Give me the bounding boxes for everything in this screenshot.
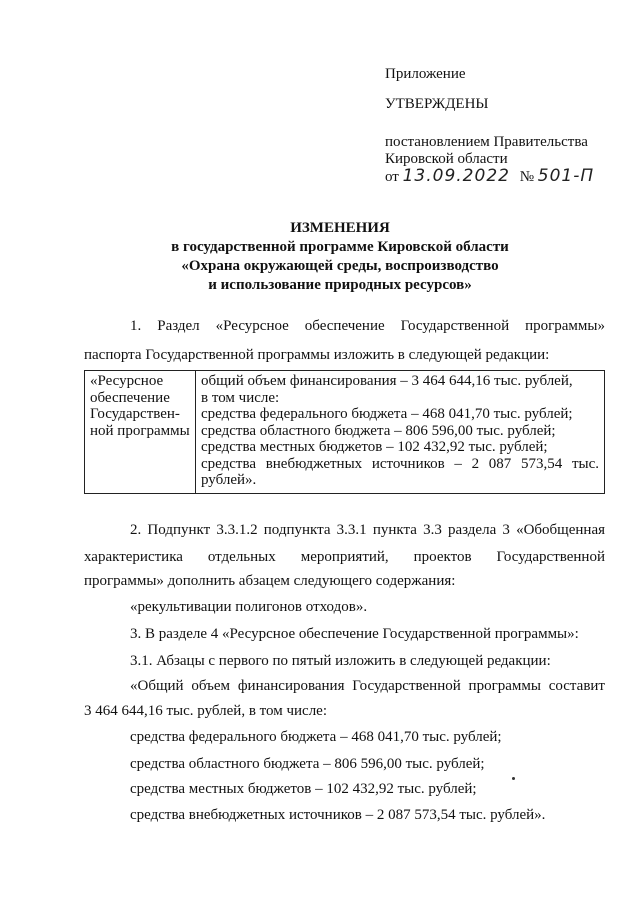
table-right-line: средства местных бюджетов – 102 432,92 тыс. рублей; [201, 439, 548, 455]
table-right-line: рублей». [201, 472, 257, 488]
table-right-line: средства внебюджетных источников – 2 087 573,54 тыс. [201, 455, 599, 472]
table-right-line: средства областного бюджета – 806 596,00 тыс. рублей; [201, 422, 556, 439]
item-3-line-8: средства внебюджетных источников – 2 087 573,54 тыс. рублей». [130, 807, 546, 823]
table-cell-content [196, 371, 605, 494]
item-2-line-4: «рекультивации полигонов отходов». [130, 599, 368, 615]
date-prefix: от [385, 169, 399, 185]
scan-speck [512, 777, 515, 780]
decree-line-2: Кировской области [385, 151, 508, 167]
item-3-line-3: «Общий объем финансирования Государственной программы составит [130, 678, 605, 694]
title-line-1: ИЗМЕНЕНИЯ [290, 220, 390, 236]
table-right-line: средства федерального бюджета – 468 041,70 тыс. рублей; [201, 406, 573, 422]
item-3-line-2: 3.1. Абзацы с первого по пятый изложить в следующей редакции: [130, 653, 551, 669]
item-2-line-1: 2. Подпункт 3.3.1.2 подпункта 3.3.1 пункта 3.3 раздела 3 «Обобщенная [130, 522, 605, 538]
table-left-line: обеспечение [90, 389, 170, 406]
item-3-line-6: средства областного бюджета – 806 596,00 тыс. рублей; [130, 756, 485, 772]
handwritten-date: 13.09.2022 [402, 166, 510, 186]
decree-line-1: постановлением Правительства [385, 134, 588, 150]
item-2-line-3: программы» дополнить абзацем следующего содержания: [84, 573, 456, 589]
table-left-line: Государствен- [90, 406, 180, 422]
table-right-line: общий объем финансирования – 3 464 644,16 тыс. рублей, [201, 373, 573, 389]
table-row [85, 371, 605, 494]
document-title [100, 219, 580, 295]
handwritten-number: 501-П [537, 166, 595, 186]
resource-table [84, 370, 605, 494]
decree-reference [385, 134, 615, 168]
table-left-line: ной программы [90, 422, 190, 439]
number-sign: № [519, 169, 535, 185]
item-3-line-1: 3. В разделе 4 «Ресурсное обеспечение Государственной программы»: [130, 626, 579, 642]
item-3-line-7: средства местных бюджетов – 102 432,92 тыс. рублей; [130, 781, 477, 797]
table-left-line: «Ресурсное [90, 373, 164, 389]
approved-label: УТВЕРЖДЕНЫ [385, 96, 489, 112]
table-cell-label [85, 371, 196, 494]
title-line-2: в государственной программе Кировской области [171, 239, 509, 255]
title-line-3: «Охрана окружающей среды, воспроизводство [181, 258, 499, 274]
table-right-line: в том числе: [201, 389, 280, 406]
appendix-label: Приложение [385, 66, 466, 82]
title-line-4: и использование природных ресурсов» [208, 277, 472, 293]
item-3-line-4: 3 464 644,16 тыс. рублей, в том числе: [84, 703, 328, 719]
item-2-line-2: характеристика отдельных мероприятий, проектов Государственной [84, 549, 605, 565]
item-1-line-2: паспорта Государственной программы изложить в следующей редакции: [84, 347, 550, 363]
item-3-line-5: средства федерального бюджета – 468 041,70 тыс. рублей; [130, 729, 502, 745]
decree-date-line [385, 168, 594, 186]
item-1-line-1: 1. Раздел «Ресурсное обеспечение Государственной программы» [130, 318, 605, 334]
